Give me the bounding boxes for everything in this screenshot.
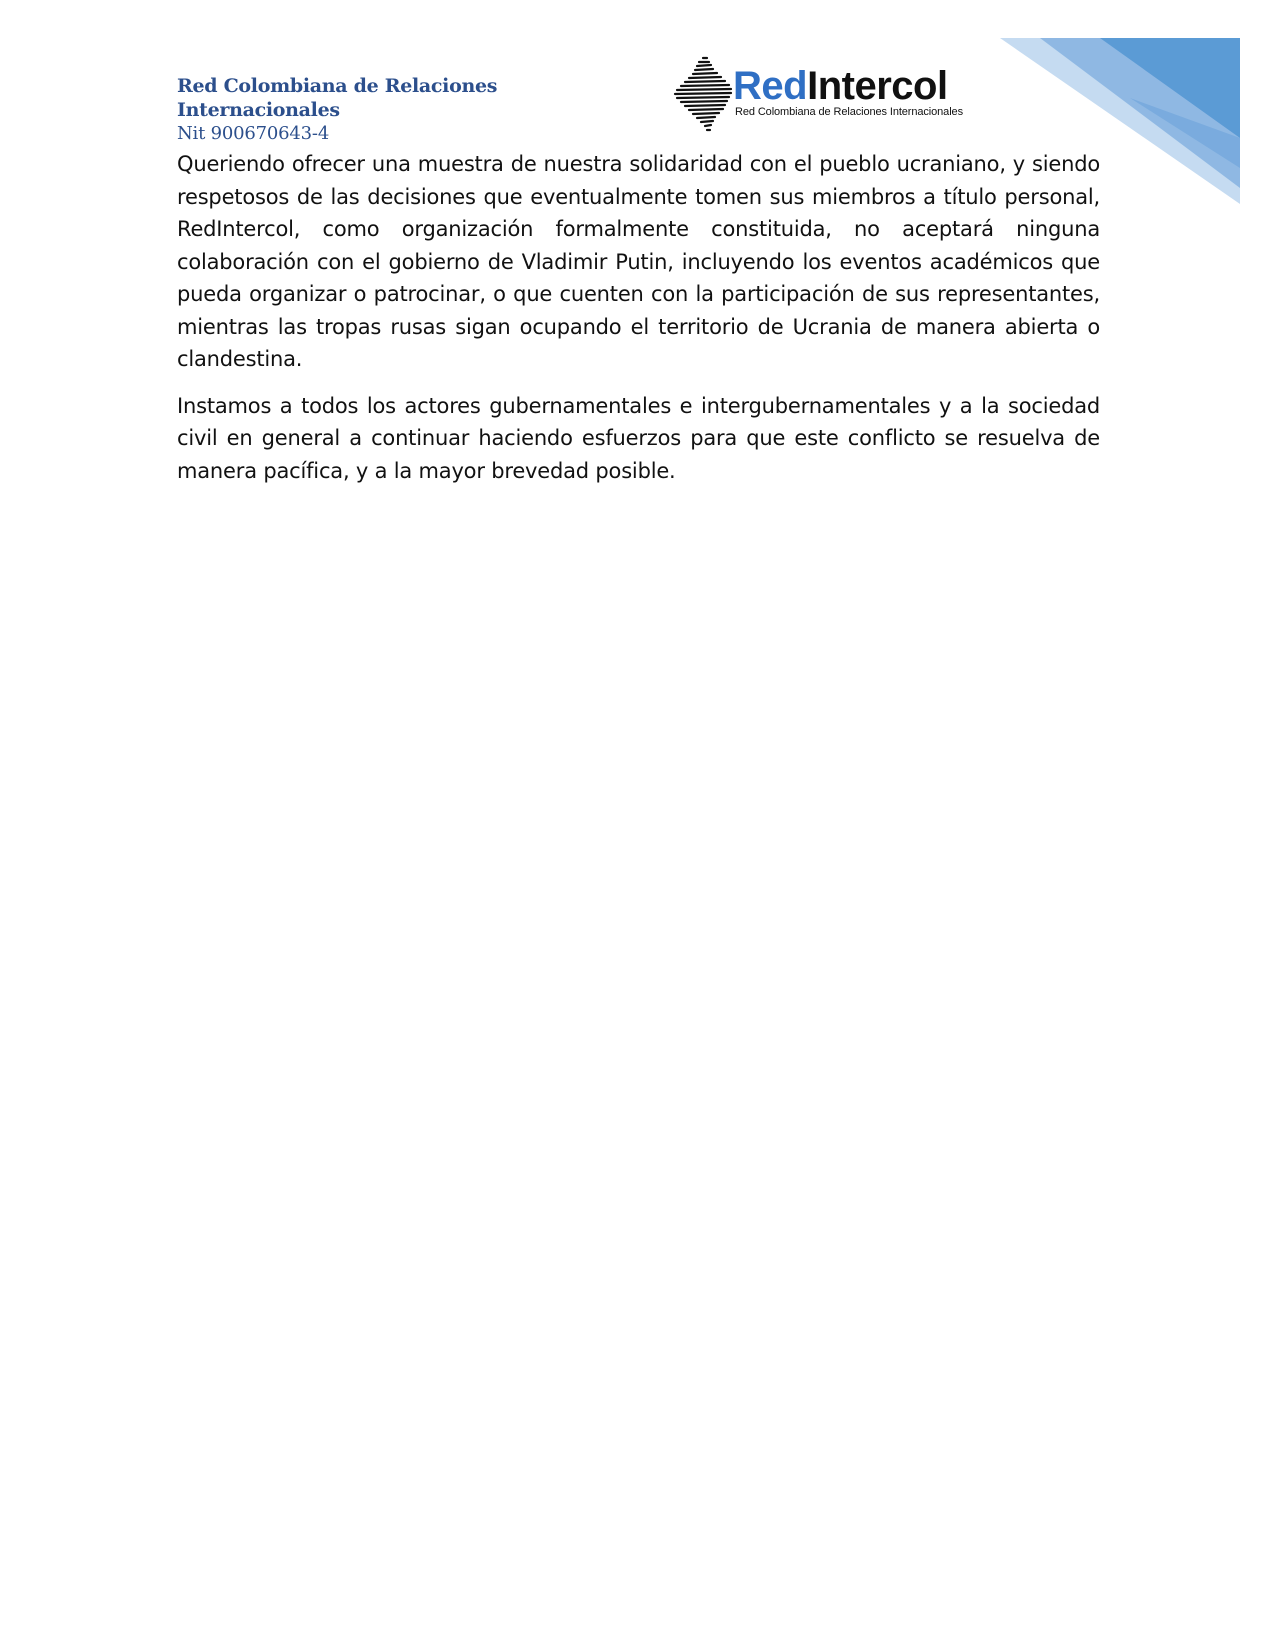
paragraph-solidarity: Queriendo ofrecer una muestra de nuestra solidaridad con el pueblo ucraniano, y siendo respetosos de las decisiones que eventualmente tomen sus miembros a título personal, RedIntercol, como organización formalmente constituida, no aceptará ninguna colaboración con el gobierno de Vladimir Putin, incluyendo los eventos académicos que pueda organizar o patrocinar, o que cuenten con la participación de sus representantes, mientras las tropas rusas sigan ocupando el territorio de Ucrania de manera abierta o clandestina. [177, 152, 1100, 371]
organization-nit: Nit 900670643-4 [177, 123, 330, 144]
logo-word-red: Red [733, 64, 808, 108]
redintercol-logo [673, 54, 993, 138]
letterhead [177, 74, 657, 146]
letter-body [177, 148, 1100, 501]
logo-word-intercol: Intercol [807, 64, 948, 108]
paragraph-appeal: Instamos a todos los actores gubernamentales e intergubernamentales y a la sociedad civil en general a continuar haciendo esfuerzos para que este conflicto se resuelva de manera pacífica, y a la mayor brevedad posible. [177, 393, 1100, 483]
colombia-map-icon [673, 54, 735, 138]
logo-subtitle: Red Colombiana de Relaciones Internacionales [735, 106, 963, 118]
organization-name: Red Colombiana de Relaciones Internacionales [177, 75, 498, 121]
logo-wordmark [733, 64, 948, 108]
